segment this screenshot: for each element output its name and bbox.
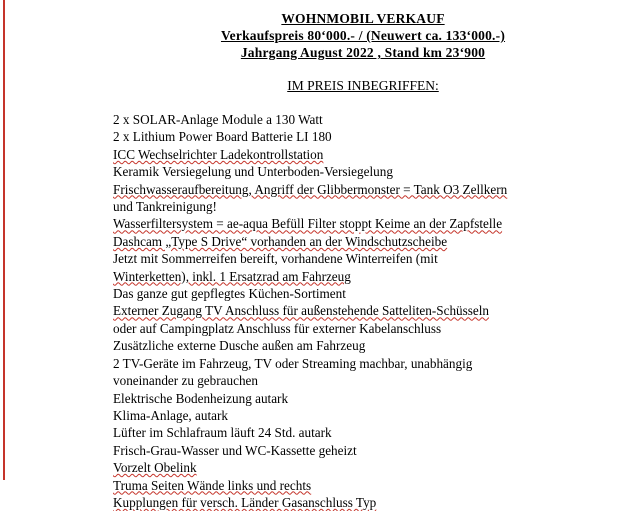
title-line-1-text: WOHNMOBIL VERKAUF: [281, 11, 445, 26]
list-item-text: Vorzelt Obelink: [113, 460, 197, 476]
list-item: [113, 442, 620, 459]
list-item-text: Truma Seiten Wände links und rechts: [113, 477, 312, 493]
list-item: [113, 268, 620, 285]
title-line-3-text: Jahrgang August 2022 , Stand km 23‘900: [240, 45, 486, 60]
list-item-text: 2 TV-Geräte im Fahrzeug, TV oder Streaming machbar, unabhängig: [113, 355, 473, 371]
list-item: [113, 198, 620, 215]
list-item: [113, 146, 620, 163]
list-item: [113, 372, 620, 389]
list-item: [113, 302, 620, 319]
inclusions-list: [113, 111, 620, 511]
list-item: [113, 111, 620, 128]
list-item: [113, 233, 620, 250]
list-item-text: 2 x SOLAR-Anlage Module a 130 Watt: [113, 112, 323, 127]
list-item: [113, 337, 620, 354]
list-item-text: voneinander zu gebrauchen: [113, 373, 258, 389]
title-line-2-text: Verkaufspreis 80‘000.- / (Neuwert ca. 133‘000.-): [220, 28, 506, 43]
list-item-text: und Tankreinigung!: [113, 199, 217, 215]
list-item-text: Wasserfiltersystem = ae-aqua Befüll Filter stoppt Keime an der Zapfstelle: [113, 216, 503, 232]
list-item: [113, 215, 620, 232]
list-item: [113, 163, 620, 180]
list-item: [113, 355, 620, 372]
title-line-2: [106, 27, 620, 44]
list-item-text: Klima-Anlage, autark: [113, 407, 228, 423]
list-item: [113, 407, 620, 424]
list-item: [113, 285, 620, 302]
list-item: [113, 477, 620, 494]
list-item: [113, 494, 620, 511]
list-item: [113, 320, 620, 337]
list-item-text: 2 x Lithium Power Board Batterie LI 180: [113, 129, 332, 145]
title-line-3: [106, 44, 620, 61]
title-block: [106, 10, 620, 61]
list-item-text: ICC Wechselrichter Ladekontrollstation: [113, 146, 324, 162]
list-item-text: Winterketten), inkl. 1 Ersatzrad am Fahrzeug: [113, 268, 351, 284]
list-item-text: Zusätzliche externe Dusche außen am Fahrzeug: [113, 338, 366, 354]
list-item: [113, 390, 620, 407]
list-item-text: Frischwasseraufbereitung, Angriff der Glibbermonster = Tank O3 Zellkern: [113, 181, 508, 197]
list-item-text: Keramik Versiegelung und Unterboden-Versiegelung: [113, 164, 393, 180]
list-item: [113, 424, 620, 441]
change-bar: [3, 0, 5, 480]
list-item: [113, 250, 620, 267]
list-item-text: Frisch-Grau-Wasser und WC-Kassette geheizt: [113, 442, 357, 458]
list-item-text: Elektrische Bodenheizung autark: [113, 390, 289, 406]
list-item: [113, 181, 620, 198]
list-item: [113, 459, 620, 476]
list-item-text: Kupplungen für versch. Länder Gasanschluss Typ: [113, 494, 377, 510]
list-item-text: Externer Zugang TV Anschluss für außenstehende Satteliten-Schüsseln: [113, 303, 490, 319]
title-line-1: [106, 10, 620, 27]
list-item-text: Jetzt mit Sommerreifen bereift, vorhandene Winterreifen (mit: [113, 251, 438, 267]
list-item-text: Das ganze gut gepflegtes Küchen-Sortiment: [113, 286, 346, 302]
list-item-text: Lüfter im Schlafraum läuft 24 Std. autark: [113, 425, 332, 441]
list-item-text: oder auf Campingplatz Anschluss für externer Kabelanschluss: [113, 320, 442, 336]
list-item-text: Dashcam „Type S Drive“ vorhanden an der Windschutzscheibe: [113, 233, 448, 249]
document-body: [0, 10, 640, 511]
section-heading: [106, 77, 620, 94]
section-heading-text: IM PREIS INBEGRIFFEN:: [287, 78, 439, 93]
list-item: [113, 128, 620, 145]
